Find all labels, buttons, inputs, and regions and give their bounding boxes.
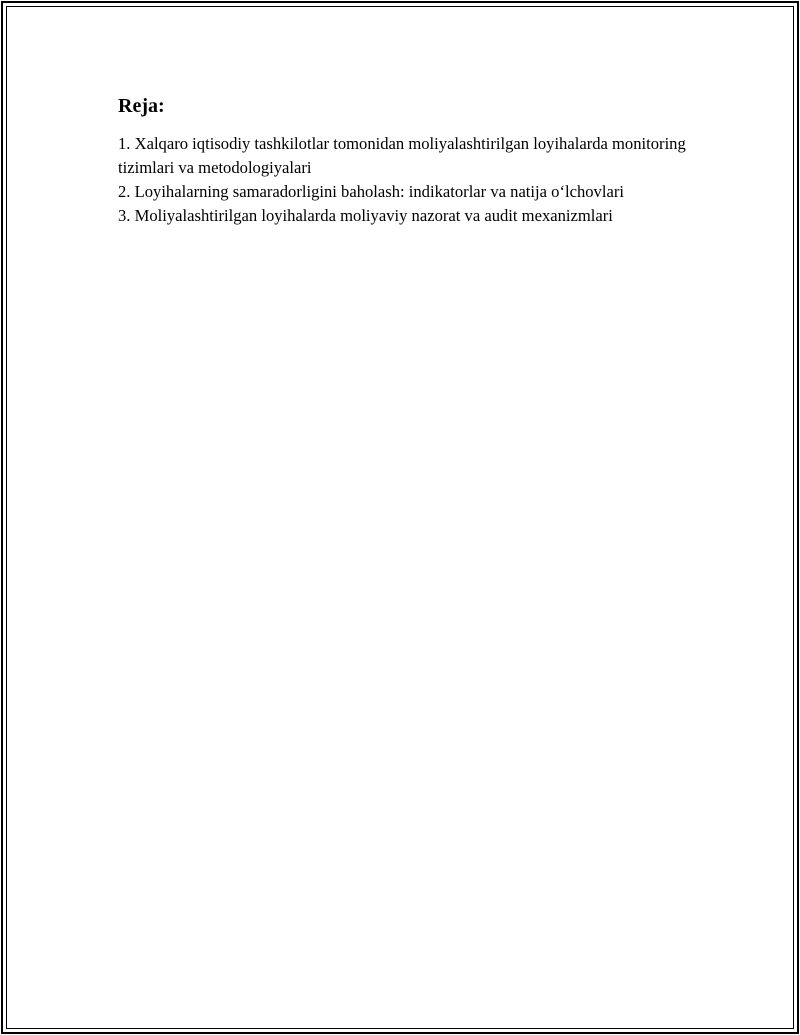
plan-list bbox=[118, 132, 698, 228]
plan-heading: Reja: bbox=[118, 95, 165, 117]
plan-item: 2. Loyihalarning samaradorligini baholash: indikatorlar va natija o‘lchovlari bbox=[118, 182, 624, 201]
plan-item: 3. Moliyalashtirilgan loyihalarda moliyaviy nazorat va audit mexanizmlari bbox=[118, 206, 613, 225]
page-content bbox=[118, 92, 698, 228]
plan-item: 1. Xalqaro iqtisodiy tashkilotlar tomonidan moliyalashtirilgan loyihalarda monitoring tizimlari va metodologiyalari bbox=[118, 134, 686, 177]
